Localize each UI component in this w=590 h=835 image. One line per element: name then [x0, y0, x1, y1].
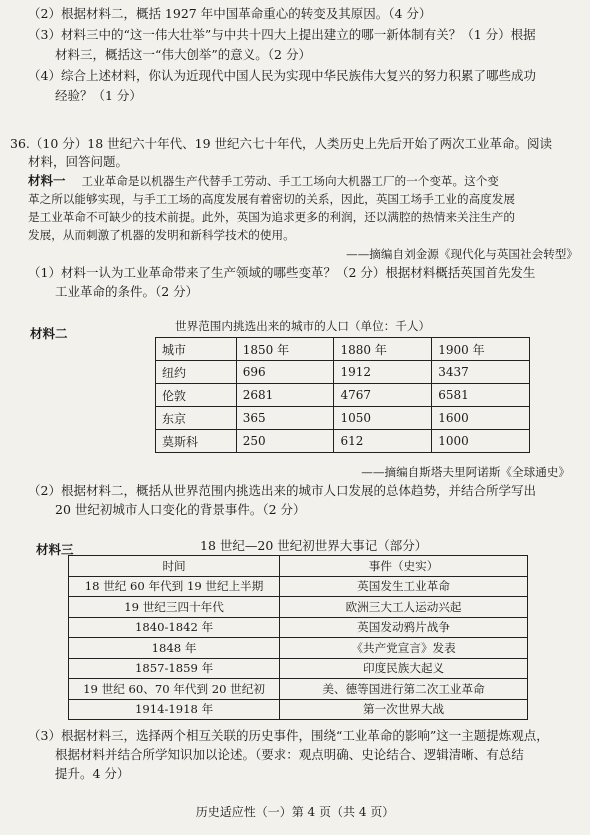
- city-name: 东京: [156, 407, 237, 430]
- q36-question-1-line1: （1）材料一认为工业革命带来了生产领域的哪些变革？（2 分）根据材料概括英国首先发生: [28, 265, 536, 280]
- event-name: 美、德等国进行第二次工业革命: [280, 679, 528, 700]
- table-row: [69, 638, 528, 659]
- q36-question-3-line1: （3）根据材料三，选择两个相互关联的历史事件，围绕“工业革命的影响”这一主题提炼观点，: [28, 728, 549, 743]
- material-2-title: 世界范围内挑选出来的城市的人口（单位：千人）: [175, 319, 431, 333]
- population-cell: 3437: [432, 361, 530, 384]
- q36-question-1-line2: 工业革命的条件。（2 分）: [55, 284, 199, 299]
- table-row: [69, 699, 528, 720]
- event-name: 《共产党宣言》发表: [280, 638, 528, 659]
- table-row: [156, 361, 530, 384]
- material-2-label: 材料二: [30, 326, 68, 341]
- q36-question-2-line1: （2）根据材料二，概括从世界范围内挑选出来的城市人口发展的总体趋势，并结合所学写出: [28, 483, 536, 498]
- event-time: 19 世纪三四十年代: [69, 597, 280, 618]
- q36-intro-line2: 材料，回答问题。: [28, 154, 129, 169]
- population-cell: 1050: [334, 407, 432, 430]
- event-time: 1857-1859 年: [69, 658, 280, 679]
- q36-intro-line1: 36.（10 分）18 世纪六十年代、19 世纪六七十年代，人类历史上先后开始了两次工业革命。阅读: [10, 136, 553, 151]
- events-header: 事件（史实）: [280, 556, 528, 577]
- population-cell: 1912: [334, 361, 432, 384]
- population-cell: 696: [236, 361, 334, 384]
- q35-question-2: （2）根据材料二，概括 1927 年中国革命重心的转变及其原因。（4 分）: [28, 6, 432, 21]
- q36-question-3-line2: 根据材料并结合所学知识加以论述。（要求：观点明确、史论结合、逻辑清晰、有总结: [55, 747, 524, 762]
- q36-question-2-line2: 20 世纪初城市人口变化的背景事件。（2 分）: [55, 502, 306, 517]
- population-cell: 365: [236, 407, 334, 430]
- event-name: 英国发生工业革命: [280, 576, 528, 597]
- table-row: [69, 576, 528, 597]
- q35-question-4-line2: 经验？（1 分）: [55, 88, 142, 103]
- material-1-line4: 发展，从而刺激了机器的发明和新科学技术的使用。: [28, 228, 295, 242]
- event-name: 英国发动鸦片战争: [280, 617, 528, 638]
- population-table: [155, 337, 530, 453]
- population-cell: 6581: [432, 384, 530, 407]
- population-cell: 2681: [236, 384, 334, 407]
- material-1-source: ——摘编自刘金源《现代化与英国社会转型》: [346, 247, 578, 261]
- population-header: 城市: [156, 338, 237, 361]
- q35-question-3-line2: 材料三，概括这一“伟大创举”的意义。（2 分）: [55, 47, 311, 62]
- page-footer: 历史适应性（一）第 4 页（共 4 页）: [195, 805, 395, 819]
- table-row: [156, 430, 530, 453]
- table-row: [156, 407, 530, 430]
- material-1: [28, 173, 499, 189]
- event-time: 19 世纪 60、70 年代到 20 世纪初: [69, 679, 280, 700]
- events-header: 时间: [69, 556, 280, 577]
- city-name: 纽约: [156, 361, 237, 384]
- table-row: [156, 384, 530, 407]
- material-1-line1: 工业革命是以机器生产代替手工劳动、手工工场向大机器工厂的一个变革。这个变: [81, 174, 499, 188]
- event-time: 18 世纪 60 年代到 19 世纪上半期: [69, 576, 280, 597]
- event-time: 1914-1918 年: [69, 699, 280, 720]
- q35-question-4-line1: （4）综合上述材料，你认为近现代中国人民为实现中华民族伟大复兴的努力积累了哪些成功: [28, 68, 536, 83]
- event-time: 1840-1842 年: [69, 617, 280, 638]
- q35-question-3-line1: （3）材料三中的“这一伟大壮举”与中共十四大上提出建立的哪一新体制有关？（1 分）根据: [28, 27, 536, 42]
- population-cell: 1000: [432, 430, 530, 453]
- city-name: 伦敦: [156, 384, 237, 407]
- event-time: 1848 年: [69, 638, 280, 659]
- table-row: [69, 679, 528, 700]
- material-1-line2: 革之所以能够实现，与手工工场的高度发展有着密切的关系，因此，英国工场手工业的高度发展: [28, 192, 515, 206]
- population-cell: 1600: [432, 407, 530, 430]
- material-1-label: 材料一: [28, 173, 66, 188]
- event-name: 第一次世界大战: [280, 699, 528, 720]
- table-row: [69, 658, 528, 679]
- city-name: 莫斯科: [156, 430, 237, 453]
- events-table: [68, 555, 528, 720]
- population-cell: 250: [236, 430, 334, 453]
- population-header: 1900 年: [432, 338, 530, 361]
- population-cell: 612: [334, 430, 432, 453]
- material-2-source: ——摘编自斯塔夫里阿诺斯《全球通史》: [361, 465, 570, 479]
- q36-question-3-line3: 提升。4 分）: [55, 766, 130, 781]
- material-1-line3: 是工业革命不可缺少的技术前提。此外，英国为追求更多的利润，还以满腔的热情来关注生产的: [28, 210, 515, 224]
- material-3-title: 18 世纪—20 世纪初世界大事记（部分）: [200, 538, 428, 553]
- event-name: 印度民族大起义: [280, 658, 528, 679]
- table-row: [69, 617, 528, 638]
- material-3-label: 材料三: [36, 542, 74, 557]
- population-header: 1850 年: [236, 338, 334, 361]
- population-header: 1880 年: [334, 338, 432, 361]
- table-row: [69, 597, 528, 618]
- population-cell: 4767: [334, 384, 432, 407]
- event-name: 欧洲三大工人运动兴起: [280, 597, 528, 618]
